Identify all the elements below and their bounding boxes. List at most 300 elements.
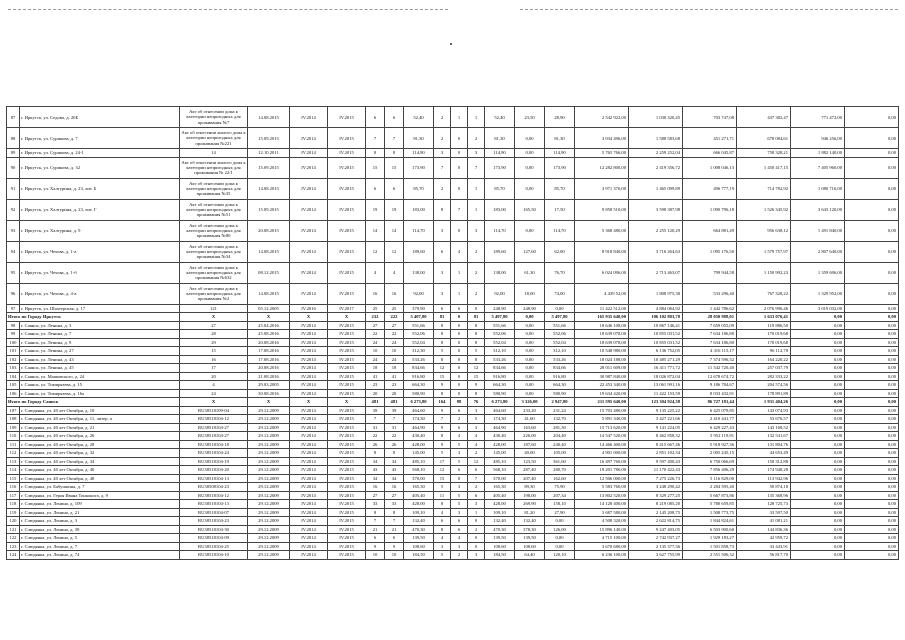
cell-act-date: 29.12.2009 (248, 474, 290, 483)
cell-planned-end-quarter: IV.2015 (328, 415, 366, 424)
cell-apartments-total: 8 (434, 330, 451, 339)
table-row (7, 372, 899, 381)
cell-extra-cost: 0,00 (791, 372, 845, 381)
scan-mark (450, 43, 452, 45)
table-row (7, 128, 899, 149)
cell-condemnation-act: RU38518104-10 (180, 551, 248, 560)
cell-private-area: 0,00 (515, 347, 545, 356)
cell-total-area: 6 273,80 (404, 398, 434, 407)
cell-private-area: 378,30 (515, 525, 545, 534)
cell-planned-start-quarter: IV.2014 (290, 466, 328, 475)
cell-planned-end-quarter: IV.2015 (328, 262, 366, 283)
cell-private-area: 0,00 (515, 372, 545, 381)
cell-row-number: 121 (7, 525, 20, 534)
cell-residents-resettled: 43 (385, 466, 404, 475)
cell-extra-cost: 0,00 (791, 542, 845, 551)
cell-other-cost: 0,00 (845, 389, 899, 398)
cell-extra-cost: 0,00 (791, 449, 845, 458)
cell-extra-cost: 1 080 716,00 (791, 178, 845, 199)
cell-local-cost: 1 931 404,26 (737, 398, 791, 407)
cell-residents-count: 8 (366, 449, 385, 458)
cell-total-cost: 165 935 640,00 (575, 313, 629, 322)
cell-regional-cost: 1 442 786,62 (683, 304, 737, 313)
cell-total-area: 568,10 (404, 466, 434, 475)
table-row (7, 406, 899, 415)
cell-other-cost: 0,00 (845, 381, 899, 390)
table-row (7, 283, 899, 304)
cell-resettled-area: 568,10 (485, 466, 515, 475)
cell-row-number: 90 (7, 157, 20, 178)
cell-apartments-municipal: 3 (468, 551, 485, 560)
cell-total-cost: 8 918 840,00 (575, 241, 629, 262)
cell-municipal-area: 28,90 (545, 107, 575, 128)
cell-apartments-private: 5 (451, 457, 468, 466)
cell-total-area: 916,80 (404, 372, 434, 381)
cell-residents-resettled: 15 (385, 157, 404, 178)
cell-residents-count: 27 (366, 321, 385, 330)
cell-total-cost: 2 542 922,00 (575, 107, 629, 128)
cell-local-cost: 33 597,50 (737, 508, 791, 517)
cell-address: г. Слюдянка, ул. Ленина, д. 74 (20, 551, 180, 560)
table-row (7, 525, 899, 534)
cell-resettled-area: 165,30 (485, 483, 515, 492)
cell-private-area: 0,00 (515, 389, 545, 398)
cell-municipal-area: 74,00 (545, 283, 575, 304)
cell-total-cost: 15 896 140,00 (575, 525, 629, 534)
cell-fund-cost: 4 884 064,92 (629, 304, 683, 313)
cell-extra-cost: 0,00 (791, 432, 845, 441)
cell-total-area: 580,90 (404, 389, 434, 398)
cell-planned-end-quarter: IV.2015 (328, 178, 366, 199)
table-row (7, 178, 899, 199)
cell-total-area: 430,40 (404, 432, 434, 441)
cell-local-cost: 44 653,49 (737, 449, 791, 458)
cell-apartments-total: 17 (434, 457, 451, 466)
cell-planned-start-quarter: IV.2014 (290, 381, 328, 390)
cell-row-number: 100 (7, 338, 20, 347)
cell-municipal-area: 114,70 (545, 220, 575, 241)
cell-total-cost: 5 583 760,00 (575, 483, 629, 492)
cell-address: г. Слюдянка, ул. 40 лет Октября, д. 11, литер. а (20, 415, 180, 424)
cell-private-area: 40,00 (515, 449, 545, 458)
cell-planned-end-quarter: IV.2015 (328, 508, 366, 517)
cell-residents-resettled: 16 (385, 283, 404, 304)
cell-apartments-private: 6 (451, 406, 468, 415)
cell-apartments-total: 4 (434, 508, 451, 517)
cell-apartments-municipal: 3 (468, 500, 485, 509)
cell-extra-cost: 3 019 032,00 (791, 304, 845, 313)
cell-condemnation-act: RU38518104-19 (180, 457, 248, 466)
table-row (7, 466, 899, 475)
cell-extra-cost: 0,00 (791, 534, 845, 543)
cell-municipal-area: 552,04 (545, 338, 575, 347)
cell-municipal-area: 231,24 (545, 406, 575, 415)
cell-total-area: 114,70 (404, 220, 434, 241)
cell-apartments-private: 6 (451, 517, 468, 526)
cell-condemnation-act: Акт об отнесении дома к категории непригодных для проживания №51 (180, 199, 248, 220)
cell-condemnation-act: 20 (180, 372, 248, 381)
cell-address: г. Саянск, ул. Ленина, д. 7 (20, 330, 180, 339)
cell-local-cost: 1 150 992,23 (737, 262, 791, 283)
cell-row-number: 87 (7, 107, 20, 128)
cell-resettled-area: 551,66 (485, 321, 515, 330)
cell-apartments-private: 0 (451, 372, 468, 381)
cell-resettled-area: 132,40 (485, 517, 515, 526)
cell-residents-count: 10 (366, 551, 385, 560)
cell-condemnation-act: 16 (180, 355, 248, 364)
cell-private-area: 0,00 (515, 355, 545, 364)
cell-local-cost: 143 074,93 (737, 406, 791, 415)
cell-apartments-private: 6 (451, 423, 468, 432)
cell-condemnation-act: 29 (180, 338, 248, 347)
cell-private-area: 233,20 (515, 406, 545, 415)
cell-planned-start-quarter: IV.2014 (290, 338, 328, 347)
cell-apartments-private: 5 (451, 491, 468, 500)
cell-address: г. Саянск, ул. Ленина, д. 9 (20, 338, 180, 347)
cell-apartments-total: 8 (434, 525, 451, 534)
cell-planned-start-quarter: IV.2014 (290, 534, 328, 543)
cell-residents-count: 10 (366, 347, 385, 356)
cell-address: г. Иркутск, ул. Чехова, д. 1-б (20, 262, 180, 283)
cell-local-cost: 131 804,76 (737, 440, 791, 449)
cell-planned-end-quarter: IV.2015 (328, 474, 366, 483)
cell-fund-cost: 3 627 755,99 (629, 551, 683, 560)
cell-local-cost: 96 112,78 (737, 347, 791, 356)
cell-total-cost: 14 547 520,00 (575, 432, 629, 441)
cell-other-cost: 0,00 (845, 406, 899, 415)
cell-local-cost: 150 312,88 (737, 457, 791, 466)
cell-residents-resettled: 4 (385, 262, 404, 283)
cell-residents-resettled: 481 (385, 398, 404, 407)
cell-row-number: 106 (7, 389, 20, 398)
cell-planned-end-quarter: IV.2015 (328, 283, 366, 304)
cell-resettled-area: 552,04 (485, 338, 515, 347)
cell-resettled-area: 485,10 (485, 457, 515, 466)
cell-total-cost: 13 802 520,00 (575, 491, 629, 500)
cell-fund-cost: 2 851 102,34 (629, 449, 683, 458)
cell-planned-start-quarter: IV.2014 (290, 149, 328, 158)
cell-local-cost: 282 333,22 (737, 372, 791, 381)
cell-total-area: 109,10 (404, 508, 434, 517)
cell-residents-count: 6 (366, 107, 385, 128)
cell-municipal-area: 0,00 (545, 517, 575, 526)
cell-apartments-private: 1 (451, 262, 468, 283)
cell-residents-count: 6 (366, 178, 385, 199)
cell-residents-count: 26 (366, 440, 385, 449)
cell-regional-cost: 1 008 046,13 (683, 157, 737, 178)
cell-regional-cost: 7 634 186,80 (683, 338, 737, 347)
cell-extra-cost: 0,00 (791, 517, 845, 526)
cell-municipal-area: 126,00 (545, 525, 575, 534)
cell-apartments-total: 15 (434, 372, 451, 381)
cell-row-number: 122 (7, 534, 20, 543)
cell-private-area: 81,20 (515, 508, 545, 517)
cell-row-number: 92 (7, 199, 20, 220)
cell-private-area: 207,40 (515, 474, 545, 483)
cell-planned-start-quarter: IV.2014 (290, 330, 328, 339)
cell-fund-cost: 11 170 422,43 (629, 466, 683, 475)
cell-condemnation-act: Акт об отнесении дома к категории непригодных для проживания №35 (180, 178, 248, 199)
cell-fund-cost: 10 855 031,52 (629, 338, 683, 347)
cell-planned-end-quarter: IV.2015 (328, 149, 366, 158)
cell-planned-start-quarter: IV.2014 (290, 423, 328, 432)
cell-apartments-private: 4 (451, 534, 468, 543)
cell-regional-cost: 7 374 596,52 (683, 355, 737, 364)
cell-act-date: X (248, 398, 290, 407)
cell-apartments-municipal: 7 (468, 474, 485, 483)
table-row (7, 508, 899, 517)
cell-local-cost: 135 368,96 (737, 491, 791, 500)
cell-address: г. Иркутск, ул. Халтурина, д. 23, лит. Б (20, 178, 180, 199)
cell-municipal-area: 5 497,80 (545, 313, 575, 322)
cell-residents-count: 23 (366, 381, 385, 390)
cell-apartments-municipal: 3 (468, 423, 485, 432)
cell-apartments-private: 3 (451, 483, 468, 492)
cell-fund-cost: 16 411 771,72 (629, 364, 683, 373)
table-row (7, 355, 899, 364)
cell-apartments-municipal: 0 (468, 542, 485, 551)
cell-address: г. Слюдянка, ул. 40 лет Октября, д. 34 (20, 457, 180, 466)
cell-private-area: 269,90 (515, 500, 545, 509)
cell-planned-end-quarter: IV.2015 (328, 483, 366, 492)
cell-address: г. Слюдянка, ул. 40 лет Октября, д. 40 (20, 466, 180, 475)
cell-regional-cost: 1 501 858,73 (683, 542, 737, 551)
cell-apartments-private: 1 (451, 283, 468, 304)
cell-planned-start-quarter: IV.2014 (290, 355, 328, 364)
cell-regional-cost: 5 918 927,36 (683, 440, 737, 449)
cell-address: г. Слюдянка, ул. Героя Ивана Тонконога, д. 9 (20, 491, 180, 500)
cell-condemnation-act: RU38508104-23 (180, 483, 248, 492)
cell-total-cost: 15 713 620,00 (575, 423, 629, 432)
cell-residents-resettled: 14 (385, 220, 404, 241)
cell-act-date: 29.12.2009 (248, 449, 290, 458)
cell-apartments-private: 3 (451, 449, 468, 458)
cell-resettled-area: 580,90 (485, 389, 515, 398)
cell-apartments-private: 6 (451, 304, 468, 313)
cell-planned-start-quarter: IV.2014 (290, 157, 328, 178)
cell-private-area: 127,60 (515, 241, 545, 262)
cell-extra-cost: 0,00 (791, 525, 845, 534)
cell-row-number: 88 (7, 128, 20, 149)
cell-apartments-municipal: 0 (468, 517, 485, 526)
cell-fund-cost: 2 742 937,27 (629, 534, 683, 543)
cell-municipal-area: 361,60 (545, 457, 575, 466)
cell-regional-cost: 11 542 720,40 (683, 364, 737, 373)
cell-apartments-total: 11 (434, 491, 451, 500)
cell-condemnation-act: RU38518104-25 (180, 542, 248, 551)
cell-planned-start-quarter: X (290, 313, 328, 322)
cell-condemnation-act: 28 (180, 330, 248, 339)
cell-address: г. Саянск, ул. Ленина, д. 27 (20, 347, 180, 356)
cell-regional-cost: 533 296,40 (683, 283, 737, 304)
cell-row-number: 108 (7, 415, 20, 424)
cell-condemnation-act: RU38518104-13 (180, 500, 248, 509)
cell-local-cost: 119 886,50 (737, 321, 791, 330)
cell-resettled-area: 552,06 (485, 330, 515, 339)
cell-apartments-private: 0 (451, 128, 468, 149)
cell-apartments-total: 3 (434, 149, 451, 158)
cell-total-area: 52,40 (404, 107, 434, 128)
cell-row-number: 124 (7, 551, 20, 560)
cell-regional-cost: 7 659 055,09 (683, 321, 737, 330)
cell-local-cost: 2 076 996,46 (737, 304, 791, 313)
cell-apartments-total: 3 (434, 220, 451, 241)
cell-row-number: 91 (7, 178, 20, 199)
cell-municipal-area: 81,30 (545, 128, 575, 149)
cell-condemnation-act: RU38518104-24 (180, 449, 248, 458)
cell-act-date: 29.12.2009 (248, 432, 290, 441)
cell-apartments-municipal: 2 (468, 262, 485, 283)
cell-total-cost: 6 024 096,00 (575, 262, 629, 283)
table-row (7, 304, 899, 313)
cell-apartments-municipal: 6 (468, 466, 485, 475)
cell-row-number: 94 (7, 241, 20, 262)
cell-total-cost: 30 987 840,00 (575, 372, 629, 381)
cell-apartments-municipal: 4 (468, 432, 485, 441)
cell-act-date: 21.08.2016 (248, 372, 290, 381)
cell-fund-cost: 9 141 224,05 (629, 423, 683, 432)
cell-planned-start-quarter: IV.2014 (290, 440, 328, 449)
cell-municipal-area: 2 947,80 (545, 398, 575, 407)
cell-municipal-area: 0,00 (545, 534, 575, 543)
cell-extra-cost: 0,00 (791, 457, 845, 466)
cell-act-date: 08.12.2015 (248, 262, 290, 283)
cell-private-area: 0,00 (515, 313, 545, 322)
cell-planned-start-quarter: IV.2014 (290, 406, 328, 415)
cell-planned-end-quarter: IV.2015 (328, 542, 366, 551)
cell-row-number: 123 (7, 542, 20, 551)
cell-resettled-area: 370,00 (485, 474, 515, 483)
table-row (7, 220, 899, 241)
cell-regional-cost: 6 429 227,43 (683, 423, 737, 432)
table-row (7, 199, 899, 220)
cell-apartments-private: 6 (451, 525, 468, 534)
cell-local-cost: 437 382,47 (737, 107, 791, 128)
cell-residents-resettled: 34 (385, 457, 404, 466)
cell-residents-count: 34 (366, 474, 385, 483)
cell-planned-start-quarter: IV.2014 (290, 517, 328, 526)
cell-extra-cost: 1 882 140,00 (791, 149, 845, 158)
cell-residents-count: 34 (366, 457, 385, 466)
cell-municipal-area: 162,60 (545, 474, 575, 483)
cell-municipal-area: 551,66 (545, 321, 575, 330)
cell-apartments-total: 4 (434, 534, 451, 543)
cell-total-cost: 19 201 780,00 (575, 466, 629, 475)
cell-residents-resettled: 39 (385, 406, 404, 415)
table-row (7, 381, 899, 390)
cell-fund-cost: 1 030 320,45 (629, 107, 683, 128)
cell-residents-count: 7 (366, 415, 385, 424)
cell-other-cost: 0,00 (845, 157, 899, 178)
cell-resettled-area: 81,30 (485, 128, 515, 149)
cell-apartments-total: 8 (434, 432, 451, 441)
cell-apartments-municipal: 0 (468, 534, 485, 543)
cell-address: г. Слюдянка, ул. Ленина, д. 21 (20, 508, 180, 517)
cell-act-date: 05.12.2005 (248, 304, 290, 313)
cell-planned-start-quarter: IV.2014 (290, 220, 328, 241)
cell-local-cost: 1 450 417,15 (737, 157, 791, 178)
cell-regional-cost: 1 929 183,27 (683, 534, 737, 543)
cell-planned-start-quarter: IV.2014 (290, 542, 328, 551)
cell-extra-cost: 0,00 (791, 398, 845, 407)
cell-other-cost: 0,00 (845, 491, 899, 500)
cell-municipal-area: 281,30 (545, 423, 575, 432)
cell-residents-count: 15 (366, 157, 385, 178)
cell-municipal-area: 834,66 (545, 364, 575, 373)
cell-municipal-area: 580,90 (545, 389, 575, 398)
cell-extra-cost: 7 405 960,00 (791, 157, 845, 178)
cell-act-date: 12.10.2011 (248, 149, 290, 158)
cell-other-cost: 0,00 (845, 338, 899, 347)
cell-residents-resettled: 8 (385, 449, 404, 458)
cell-condemnation-act: RU38518104-13 (180, 474, 248, 483)
cell-residents-resettled: 27 (385, 321, 404, 330)
cell-condemnation-act: 14 (180, 149, 248, 158)
cell-private-area: 163,60 (515, 423, 545, 432)
cell-residents-resettled: 27 (385, 491, 404, 500)
cell-resettled-area: 108,60 (485, 542, 515, 551)
cell-apartments-private: 4 (451, 241, 468, 262)
cell-extra-cost: 0,00 (791, 415, 845, 424)
cell-private-area: 165,50 (515, 199, 545, 220)
cell-act-date: 30.08.2016 (248, 389, 290, 398)
cell-act-date: 15.09.2015 (248, 128, 290, 149)
cell-address: г. Слюдянка, ул. 40 лет Октября, д. 48 (20, 474, 180, 483)
cell-address: Итого по Городу Иркутск (7, 313, 180, 322)
cell-total-cost: 5 765 766,00 (575, 149, 629, 158)
cell-row-number: 115 (7, 474, 20, 483)
cell-local-cost: 678 084,61 (737, 128, 791, 149)
table-row (7, 534, 899, 543)
cell-address: г. Иркутск, ул. Чехова, д. 4-а (20, 283, 180, 304)
cell-total-cost: 4 439 52,00 (575, 283, 629, 304)
cell-extra-cost: 0,00 (791, 355, 845, 364)
cell-local-cost: 204 574,56 (737, 381, 791, 390)
cell-act-date: 20.08.2015 (248, 220, 290, 241)
cell-other-cost: 0,00 (845, 364, 899, 373)
cell-extra-cost: 0,00 (791, 321, 845, 330)
cell-resettled-area: 248,90 (485, 304, 515, 313)
cell-total-cost: 14 128 400,00 (575, 500, 629, 509)
cell-resettled-area: 405,40 (485, 491, 515, 500)
cell-regional-cost: 6 750 066,69 (683, 457, 737, 466)
cell-act-date: 29.12.2009 (248, 423, 290, 432)
cell-fund-cost: 2 135 377,36 (629, 542, 683, 551)
cell-total-area: 145,00 (404, 449, 434, 458)
table-row (7, 415, 899, 424)
cell-planned-start-quarter: IV.2016 (290, 304, 328, 313)
cell-act-date: 14.08.2015 (248, 283, 290, 304)
cell-fund-cost: 3 427 221,66 (629, 415, 683, 424)
cell-total-area: 379,90 (404, 304, 434, 313)
cell-local-cost: 113 942,96 (737, 474, 791, 483)
cell-regional-cost: 7 856 406,29 (683, 466, 737, 475)
cell-apartments-private: 8 (451, 474, 468, 483)
cell-address: г. Слюдянка, ул. 40 лет Октября, д. 26 (20, 432, 180, 441)
cell-local-cost: 132 541,67 (737, 432, 791, 441)
subtotal-row (7, 313, 899, 322)
cell-apartments-municipal: 15 (468, 372, 485, 381)
cell-planned-end-quarter: IV.2015 (328, 525, 366, 534)
cell-apartments-private: 0 (451, 149, 468, 158)
cell-residents-count: 7 (366, 128, 385, 149)
cell-row-number: 101 (7, 347, 20, 356)
cell-apartments-municipal: 2 (468, 525, 485, 534)
cell-apartments-total: 15 (434, 474, 451, 483)
cell-total-cost: 3 687 580,00 (575, 508, 629, 517)
cell-apartments-private: 2 (451, 551, 468, 560)
cell-row-number: 109 (7, 423, 20, 432)
